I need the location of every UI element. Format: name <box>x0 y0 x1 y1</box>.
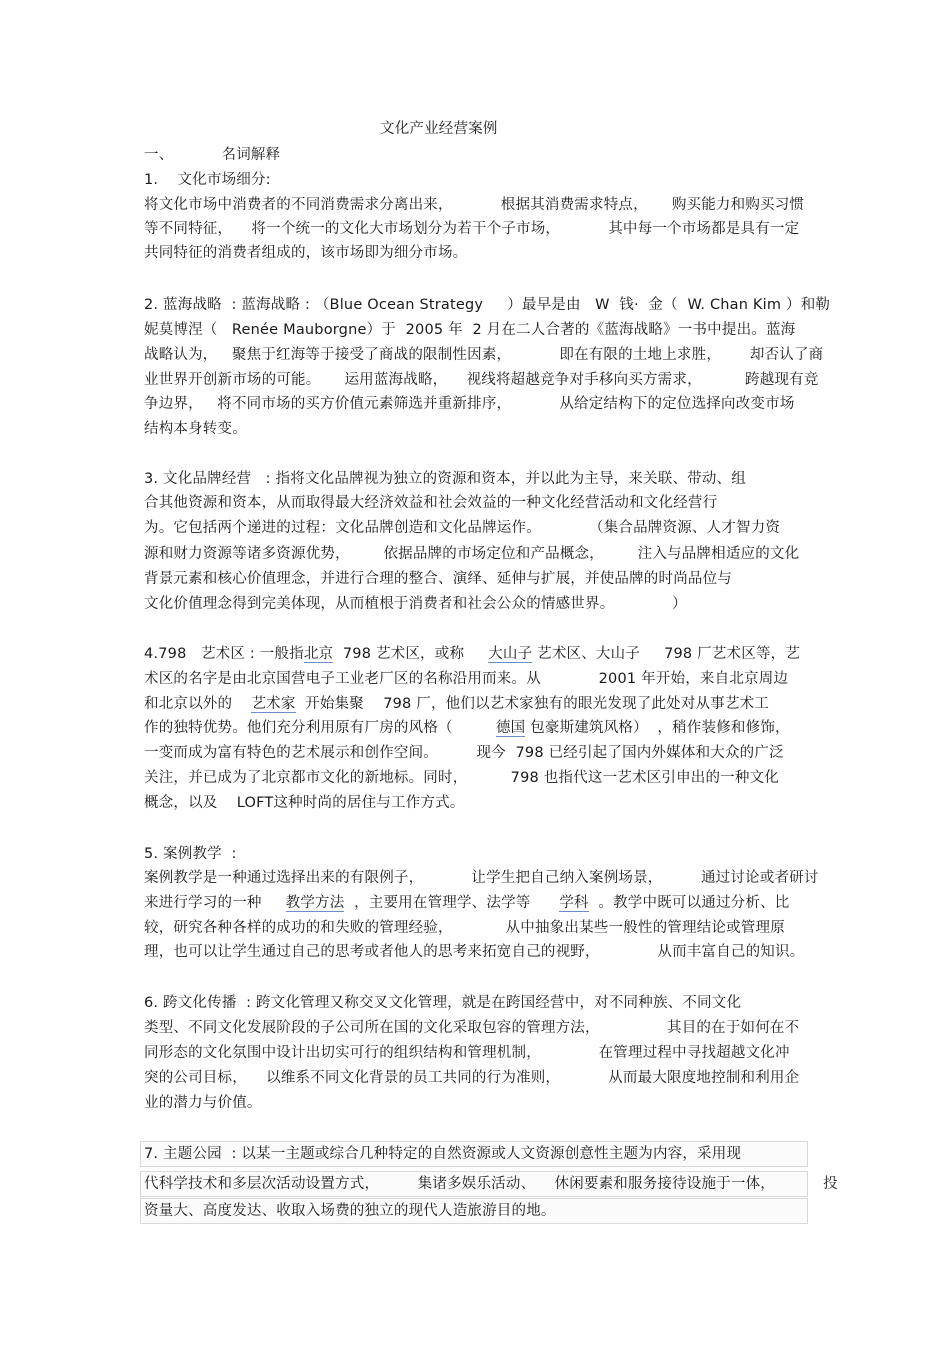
link-discipline[interactable]: 学科 <box>559 895 589 911</box>
text-run: 和北京以外的 <box>144 696 252 712</box>
term-2-text: 结构本身转变。 <box>144 421 247 437</box>
term-3-text: 源和财力资源等诸多资源优势， 依据品牌的市场定位和产品概念， 注入与品牌相适应的文化 <box>144 546 800 562</box>
term-4-text: 概念，以及 LOFT这种时尚的居住与工作方式。 <box>144 795 465 811</box>
text-run: 798 艺术区，或称 <box>333 646 489 662</box>
text-run: 作的独特优势。他们充分利用原有厂房的风格（ <box>144 720 496 736</box>
term-4-text: 一变而成为富有特色的艺术展示和创作空间。 现今 798 已经引起了国内外媒体和大众的广泛 <box>144 745 784 761</box>
term-7-text: 资量大、高度发达、收取入场费的独立的现代人造旅游目的地。 <box>144 1203 556 1219</box>
section-heading: 一、 名词解释 <box>144 147 281 163</box>
term-2-text: 妮莫博涅（ Renée Mauborgne）于 2005 年 2 月在二人合著的《蓝海战略》一书中提出。蓝海 <box>144 322 796 338</box>
term-5-heading: 5. 案例教学 : <box>144 846 237 862</box>
document-title: 文化产业经营案例 <box>380 121 498 137</box>
term-2-text: 2. 蓝海战略 : 蓝海战略 : （Blue Ocean Strategy ）最早是由 W 钱· 金（ W. Chan Kim ）和勒 <box>144 297 831 313</box>
term-5-text: 案例教学是一种通过选择出来的有限例子， 让学生把自己纳入案例场景， 通过讨论或者研讨 <box>144 870 819 886</box>
link-artist[interactable]: 艺术家 <box>251 696 296 712</box>
term-4-text <box>144 644 800 664</box>
term-1-text: 共同特征的消费者组成的，该市场即为细分市场。 <box>144 245 468 261</box>
term-5-text: 理，也可以让学生通过自己的思考或者他人的思考来拓宽自己的视野， 从而丰富自己的知识。 <box>144 944 805 960</box>
term-5-text <box>144 893 789 913</box>
term-1-text: 将文化市场中消费者的不同消费需求分离出来， 根据其消费需求特点， 购买能力和购买习惯 <box>144 197 805 213</box>
term-2-text: 战略认为， 聚焦于红海等于接受了商战的限制性因素， 即在有限的土地上求胜， 却否认了商 <box>144 347 824 363</box>
term-3-text: 为。它包括两个递进的过程：文化品牌创造和文化品牌运作。 （集合品牌资源、人才智力资 <box>144 520 781 536</box>
link-teaching-method[interactable]: 教学方法 <box>285 895 345 911</box>
text-run: 开始集聚 798 厂，他们以艺术家独有的眼光发现了此处对从事艺术工 <box>295 696 770 712</box>
link-germany[interactable]: 德国 <box>495 720 526 736</box>
term-6-text: 同形态的文化氛围中设计出切实可行的组织结构和管理机制， 在管理过程中寻找超越文化冲 <box>144 1045 790 1061</box>
term-7-text: 7. 主题公园 : 以某一主题或综合几种特定的自然资源或人文资源创意性主题为内容，采用现 <box>144 1146 742 1162</box>
text-run: 来进行学习的一种 <box>144 895 286 911</box>
term-7-text: 代科学技术和多层次活动设置方式， 集诸多娱乐活动、 休闲要素和服务接待设施于一体， 投 <box>144 1176 838 1192</box>
term-3-text: 合其他资源和资本，从而取得最大经济效益和社会效益的一种文化经营活动和文化经营行 <box>144 495 718 511</box>
term-4-text: 关注，并已成为了北京都市文化的新地标。同时， 798 也指代这一艺术区引申出的一种文化 <box>144 770 779 786</box>
term-1-text: 等不同特征， 将一个统一的文化大市场划分为若干个子市场， 其中每一个市场都是具有一定 <box>144 221 800 237</box>
term-2-text: 争边界， 将不同市场的买方价值元素筛选并重新排序， 从给定结构下的定位选择向改变市场 <box>144 396 795 412</box>
term-6-text: 类型、不同文化发展阶段的子公司所在国的文化采取包容的管理方法， 其目的在于如何在不 <box>144 1020 800 1036</box>
term-3-text: 文化价值理念得到完美体现，从而植根于消费者和社会公众的情感世界。 ） <box>144 596 687 612</box>
term-6-text: 突的公司目标， 以维系不同文化背景的员工共同的行为准则， 从而最大限度地控制和利用企 <box>144 1070 800 1086</box>
term-1-heading: 1. 文化市场细分: <box>144 172 271 188</box>
link-dashanzi[interactable]: 大山子 <box>488 646 533 662</box>
term-4-text <box>144 718 790 738</box>
term-4-text: 术区的名字是由北京国营电子工业老厂区的名称沿用而来。从 2001 年开始，来自北京周边 <box>144 671 789 687</box>
term-4-text <box>144 694 769 714</box>
text-run: ，主要用在管理学、法学等 <box>344 895 560 911</box>
link-beijing[interactable]: 北京 <box>303 646 334 662</box>
term-3-text: 3. 文化品牌经营 : 指将文化品牌视为独立的资源和资本，并以此为主导，来关联、带动、组 <box>144 471 746 487</box>
text-run: 包豪斯建筑风格） ，稍作装修和修饰， <box>525 720 790 736</box>
term-6-text: 6. 跨文化传播 : 跨文化管理又称交叉文化管理，就是在跨国经营中，对不同种族、不同文化 <box>144 995 742 1011</box>
term-2-text: 业世界开创新市场的可能。 运用蓝海战略， 视线将超越竞争对手移向买方需求， 跨越现有竞 <box>144 372 819 388</box>
term-5-text: 较，研究各种各样的成功的和失败的管理经验， 从中抽象出某些一般性的管理结论或管理原 <box>144 920 785 936</box>
text-run: 艺术区、大山子 798 厂艺术区等，艺 <box>532 646 801 662</box>
text-run: 。教学中既可以通过分析、比 <box>588 895 790 911</box>
term-6-text: 业的潜力与价值。 <box>144 1095 262 1111</box>
text-run: 4.798 艺术区 : 一般指 <box>144 646 304 662</box>
term-3-text: 背景元素和核心价值理念，并进行合理的整合、演绎、延伸与扩展，并使品牌的时尚品位与 <box>144 571 732 587</box>
